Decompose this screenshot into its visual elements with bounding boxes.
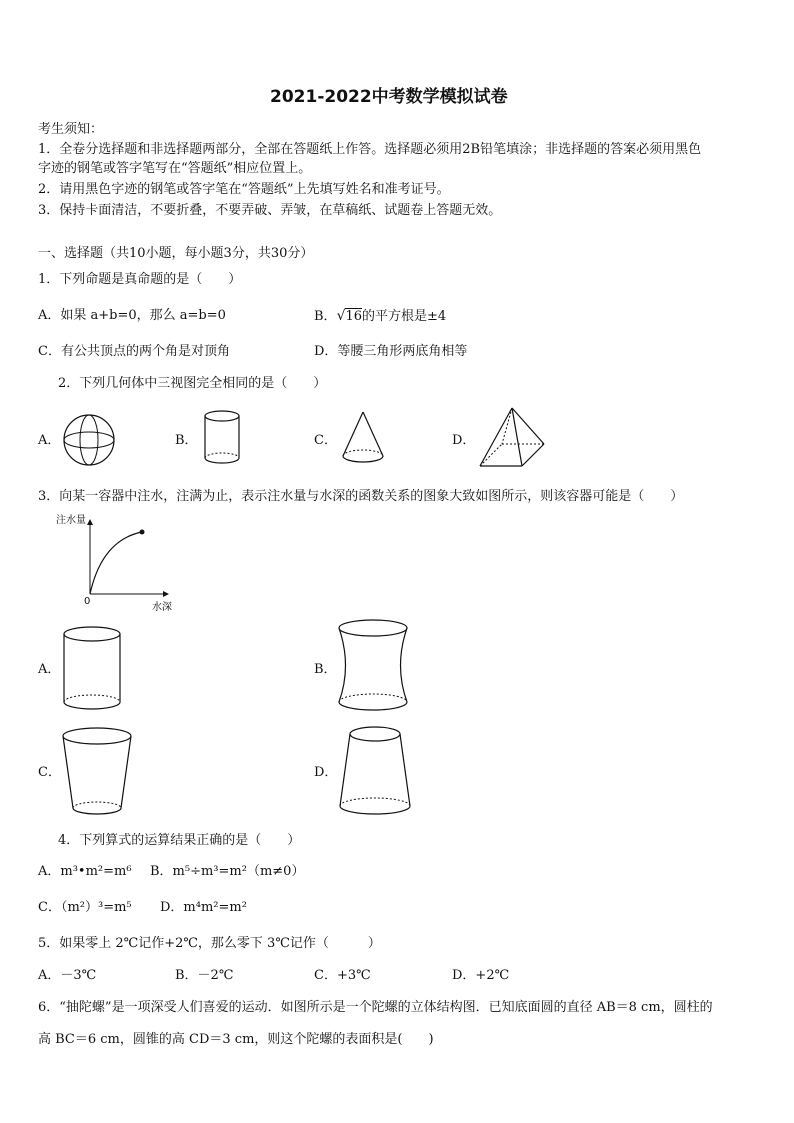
cone-figure [338,408,388,468]
container-c-figure [58,724,136,822]
q6-line-2: 高 BC＝6 cm，圆锥的高 CD＝3 cm，则这个陀螺的表面积是( ) [38,1032,434,1047]
q3-option-d: D． [314,765,338,780]
notice-line-2: 2．请用黑色字迹的钢笔或答字笔在“答题纸”上先填写姓名和准考证号。 [38,182,450,197]
q3-option-a: A． [38,662,61,677]
page-title: 2021-2022中考数学模拟试卷 [270,87,508,107]
q2-option-b: B． [175,433,198,448]
q4-stem: 4．下列算式的运算结果正确的是（ ） [58,833,301,848]
q2-stem: 2．下列几何体中三视图完全相同的是（ ） [58,376,327,391]
sphere-figure [61,412,117,468]
q1-option-c: C．有公共顶点的两个角是对顶角 [38,344,230,359]
q3-option-c: C． [38,765,61,780]
section-heading: 一、选择题（共10小题，每小题3分，共30分） [38,246,314,261]
q4-option-d: D．m⁴m²=m² [160,900,247,915]
q2-option-a: A． [38,433,61,448]
q4-option-c: C．（m²）³=m⁵ [38,900,132,915]
q1-option-b [314,308,446,325]
container-d-figure [334,722,416,822]
pyramid-figure [476,404,548,470]
notice-line-1b: 字迹的钢笔或答字笔写在“答题纸”相应位置上。 [38,161,312,176]
graph-origin: 0 [84,596,91,607]
sqrt-symbol: √ [336,308,346,324]
q2-option-c: C． [314,433,337,448]
notice-heading: 考生须知： [38,122,104,137]
q6-line-1: 6．“抽陀螺”是一项深受人们喜爱的运动．如图所示是一个陀螺的立体结构图．已知底面圆的直径 AB＝8 cm，圆柱的 [38,1000,713,1015]
q1-option-b-text: 的平方根是±4 [362,309,447,324]
graph-y-label: 注水量 [56,515,86,526]
q1-option-d: D．等腰三角形两底角相等 [314,344,468,359]
container-a-figure [58,622,126,714]
q4-option-b: B．m⁵÷m³=m²（m≠0） [150,864,305,879]
q5-option-c: C．+3℃ [314,968,371,983]
q4-option-a: A．m³•m²=m⁶ [38,864,132,879]
container-b-figure [334,616,412,716]
q3-stem: 3．向某一容器中注水，注满为止，表示注水量与水深的函数关系的图象大致如图所示，则该容器可能是（ ） [38,489,684,504]
q5-option-b: B．－2℃ [175,968,234,983]
cylinder-figure [200,408,244,468]
q1-option-b-radicand: 16 [345,309,363,324]
q1-stem: 1．下列命题是真命题的是（ ） [38,272,242,287]
q1-option-a: A．如果 a+b=0，那么 a=b=0 [38,308,226,323]
q5-option-a: A．－3℃ [38,968,97,983]
q2-option-d: D． [452,433,476,448]
notice-line-3: 3．保持卡面清洁，不要折叠，不要弄破、弄皱，在草稿纸、试题卷上答题无效。 [38,203,502,218]
q5-option-d: D．+2℃ [452,968,510,983]
q5-stem: 5．如果零上 2℃记作+2℃，那么零下 3℃记作（ ） [38,936,381,951]
q1-option-b-label: B． [314,309,337,324]
notice-line-1: 1．全卷分选择题和非选择题两部分，全部在答题纸上作答。选择题必须用2B铅笔填涂；非选择题的答案必须用黑色 [38,142,702,157]
q3-option-b: B． [314,662,337,677]
graph-x-label: 水深 [152,602,172,613]
